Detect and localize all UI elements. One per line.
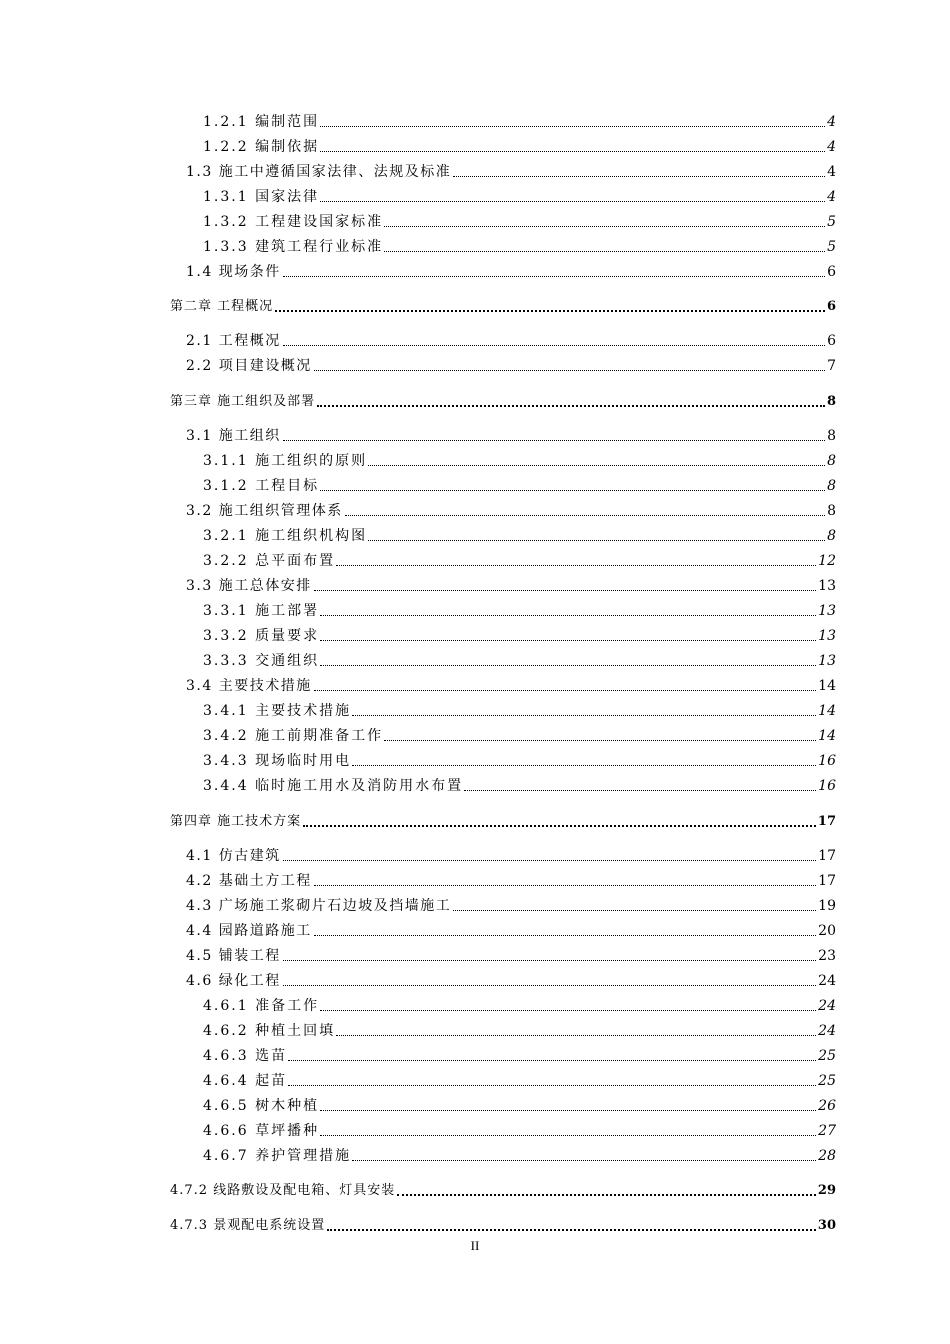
toc-entry[interactable] [203,112,836,132]
toc-entry[interactable] [203,187,836,207]
toc-entry[interactable] [203,1146,836,1166]
toc-entry[interactable] [203,601,836,621]
toc-chapter-entry[interactable] [170,1181,836,1201]
toc-entry-page-number: 13 [818,653,836,669]
toc-entry-page-number: 8 [827,528,836,544]
toc-entry[interactable] [203,626,836,646]
toc-entry[interactable] [186,162,836,182]
toc-entry-page-number: 25 [818,1048,836,1064]
toc-entry-page-number: 13 [818,628,836,644]
toc-entry-page-number: 14 [818,678,836,694]
toc-entry[interactable] [186,426,836,446]
toc-entry-title: 4.7.2 线路敷设及配电箱、灯具安装 [170,1183,396,1198]
dot-leader [283,959,816,961]
toc-entry-title: 1.3 施工中遵循国家法律、法规及标准 [186,164,452,180]
toc-entry-page-number: 8 [826,394,836,409]
dot-leader [336,564,816,566]
dot-leader [320,664,816,666]
toc-entry-page-number: 4 [827,189,836,205]
toc-entry[interactable] [186,921,836,941]
toc-entry-page-number: 17 [818,873,836,889]
toc-entry-title: 4.5 铺装工程 [186,948,281,964]
toc-entry-title: 3.4.3 现场临时用电 [203,753,352,769]
dot-leader [320,1134,816,1136]
toc-entry-page-number: 24 [818,998,836,1014]
toc-entry[interactable] [203,476,836,496]
toc-entry[interactable] [203,551,836,571]
toc-entry-page-number: 17 [818,848,836,864]
toc-entry-title: 1.3.1 国家法律 [203,189,320,205]
toc-entry-page-number: 14 [818,728,836,744]
toc-entry-title: 4.6.1 准备工作 [203,998,320,1014]
dot-leader [288,1084,816,1086]
toc-entry-title: 1.2.2 编制依据 [203,139,320,155]
dot-leader [275,309,825,312]
dot-leader [320,200,825,202]
toc-entry-title: 4.4 园路道路施工 [186,923,312,939]
dot-leader [384,250,825,252]
toc-entry-title: 4.6 绿化工程 [186,973,281,989]
dot-leader [384,225,825,227]
toc-entry-title: 1.4 现场条件 [186,264,281,280]
toc-entry-title: 3.4.2 施工前期准备工作 [203,728,384,744]
toc-entry-title: 3.3 施工总体安排 [186,578,312,594]
toc-entry-page-number: 24 [818,1023,836,1039]
toc-entry[interactable] [203,701,836,721]
toc-entry-title: 第三章 施工组织及部署 [170,394,316,409]
toc-entry-page-number: 13 [818,603,836,619]
toc-entry[interactable] [203,751,836,771]
toc-entry-page-number: 4 [827,139,836,155]
dot-leader [283,859,816,861]
toc-entry-title: 第二章 工程概况 [170,299,274,314]
dot-leader [336,1034,816,1036]
dot-leader [303,824,816,827]
toc-entry-page-number: 29 [817,1183,836,1198]
toc-entry-page-number: 6 [827,333,836,349]
toc-entry[interactable] [203,137,836,157]
toc-entry-page-number: 20 [818,923,836,939]
toc-entry[interactable] [203,212,836,232]
toc-entry-page-number: 24 [818,973,836,989]
toc-entry-page-number: 4 [827,114,836,130]
dot-leader [368,464,825,466]
toc-entry-page-number: 6 [827,264,836,280]
dot-leader [384,739,816,741]
toc-entry[interactable] [186,356,836,376]
dot-leader [345,514,825,516]
dot-leader [352,714,816,716]
toc-entry[interactable] [203,526,836,546]
toc-entry-page-number: 12 [818,553,836,569]
toc-entry-title: 2.2 项目建设概况 [186,358,312,374]
toc-entry-title: 4.2 基础土方工程 [186,873,312,889]
toc-entry-title: 3.4.1 主要技术措施 [203,703,352,719]
toc-entry[interactable] [203,776,836,796]
toc-entry-title: 3.1 施工组织 [186,428,281,444]
dot-leader [397,1193,816,1196]
toc-entry-title: 3.2.2 总平面布置 [203,553,336,569]
toc-entry-title: 3.2.1 施工组织机构图 [203,528,368,544]
toc-entry-title: 3.2 施工组织管理体系 [186,503,343,519]
toc-entry[interactable] [203,1121,836,1141]
dot-leader [453,909,816,911]
toc-entry-title: 1.3.2 工程建设国家标准 [203,214,384,230]
dot-leader [283,344,825,346]
dot-leader [314,689,816,691]
dot-leader [352,1159,816,1161]
toc-entry-page-number: 5 [827,214,836,230]
toc-entry-title: 3.4 主要技术措施 [186,678,312,694]
toc-entry-title: 4.6.2 种植土回填 [203,1023,336,1039]
toc-entry[interactable] [203,451,836,471]
toc-entry-page-number: 13 [818,578,836,594]
dot-leader [320,614,816,616]
toc-entry[interactable] [203,726,836,746]
toc-entry-page-number: 8 [827,503,836,519]
toc-entry-title: 3.3.1 施工部署 [203,603,320,619]
toc-entry-title: 3.3.2 质量要求 [203,628,320,644]
dot-leader [283,984,816,986]
dot-leader [320,1009,816,1011]
toc-entry-page-number: 4 [827,164,836,180]
toc-entry-page-number: 28 [818,1148,836,1164]
toc-entry[interactable] [186,676,836,696]
toc-entry-title: 1.3.3 建筑工程行业标准 [203,239,384,255]
dot-leader [327,1228,816,1231]
toc-entry-page-number: 27 [818,1123,836,1139]
toc-chapter-entry[interactable] [170,392,836,412]
toc-entry[interactable] [203,1071,836,1091]
toc-entry-page-number: 8 [827,428,836,444]
toc-entry-title: 4.1 仿古建筑 [186,848,281,864]
dot-leader [453,175,825,177]
dot-leader [320,150,825,152]
toc-entry[interactable] [203,1046,836,1066]
toc-entry-title: 4.6.6 草坪播种 [203,1123,320,1139]
toc-entry[interactable] [186,846,836,866]
dot-leader [320,639,816,641]
toc-entry[interactable] [203,1096,836,1116]
dot-leader [314,369,825,371]
dot-leader [314,589,816,591]
dot-leader [314,934,816,936]
toc-entry[interactable] [186,576,836,596]
toc-entry[interactable] [186,501,836,521]
toc-entry-page-number: 25 [818,1073,836,1089]
toc-entry-page-number: 5 [827,239,836,255]
toc-entry[interactable] [186,896,836,916]
toc-entry[interactable] [186,971,836,991]
toc-entry[interactable] [186,331,836,351]
dot-leader [283,275,825,277]
toc-entry[interactable] [186,946,836,966]
toc-entry[interactable] [203,1021,836,1041]
toc-entry[interactable] [186,871,836,891]
toc-entry-title: 4.7.3 景观配电系统设置 [170,1218,326,1233]
toc-chapter-entry[interactable] [170,1216,836,1236]
toc-entry-title: 3.1.1 施工组织的原则 [203,453,368,469]
toc-entry[interactable] [203,237,836,257]
dot-leader [368,539,825,541]
toc-entry-page-number: 30 [817,1218,836,1233]
toc-entry-page-number: 23 [818,948,836,964]
toc-entry-title: 4.3 广场施工浆砌片石边坡及挡墙施工 [186,898,452,914]
dot-leader [320,1109,816,1111]
toc-entry-page-number: 16 [818,753,836,769]
toc-chapter-entry[interactable] [170,812,836,832]
dot-leader [352,764,816,766]
dot-leader [314,884,816,886]
dot-leader [464,789,816,791]
dot-leader [288,1059,816,1061]
toc-entry[interactable] [186,262,836,282]
dot-leader [320,489,825,491]
toc-entry-title: 4.6.7 养护管理措施 [203,1148,352,1164]
toc-entry-title: 2.1 工程概况 [186,333,281,349]
toc-entry-page-number: 7 [827,358,836,374]
toc-entry-page-number: 17 [817,814,836,829]
dot-leader [283,439,825,441]
toc-entry-title: 4.6.5 树木种植 [203,1098,320,1114]
toc-entry-title: 3.1.2 工程目标 [203,478,320,494]
toc-entry-title: 3.3.3 交通组织 [203,653,320,669]
toc-entry-page-number: 26 [818,1098,836,1114]
toc-entry[interactable] [203,651,836,671]
toc-entry-page-number: 8 [827,453,836,469]
toc-entry-page-number: 14 [818,703,836,719]
toc-entry-title: 1.2.1 编制范围 [203,114,320,130]
toc-entry-title: 3.4.4 临时施工用水及消防用水布置 [203,778,464,794]
toc-entry-page-number: 8 [827,478,836,494]
toc-chapter-entry[interactable] [170,297,836,317]
toc-entry-title: 4.6.3 选苗 [203,1048,288,1064]
toc-entry-page-number: 19 [818,898,836,914]
toc-entry-page-number: 16 [818,778,836,794]
page-number: II [470,1238,480,1253]
toc-entry-title: 4.6.4 起苗 [203,1073,288,1089]
toc-entry-page-number: 6 [826,299,836,314]
toc-entry[interactable] [203,996,836,1016]
dot-leader [317,404,825,407]
dot-leader [320,125,825,127]
toc-entry-title: 第四章 施工技术方案 [170,814,302,829]
